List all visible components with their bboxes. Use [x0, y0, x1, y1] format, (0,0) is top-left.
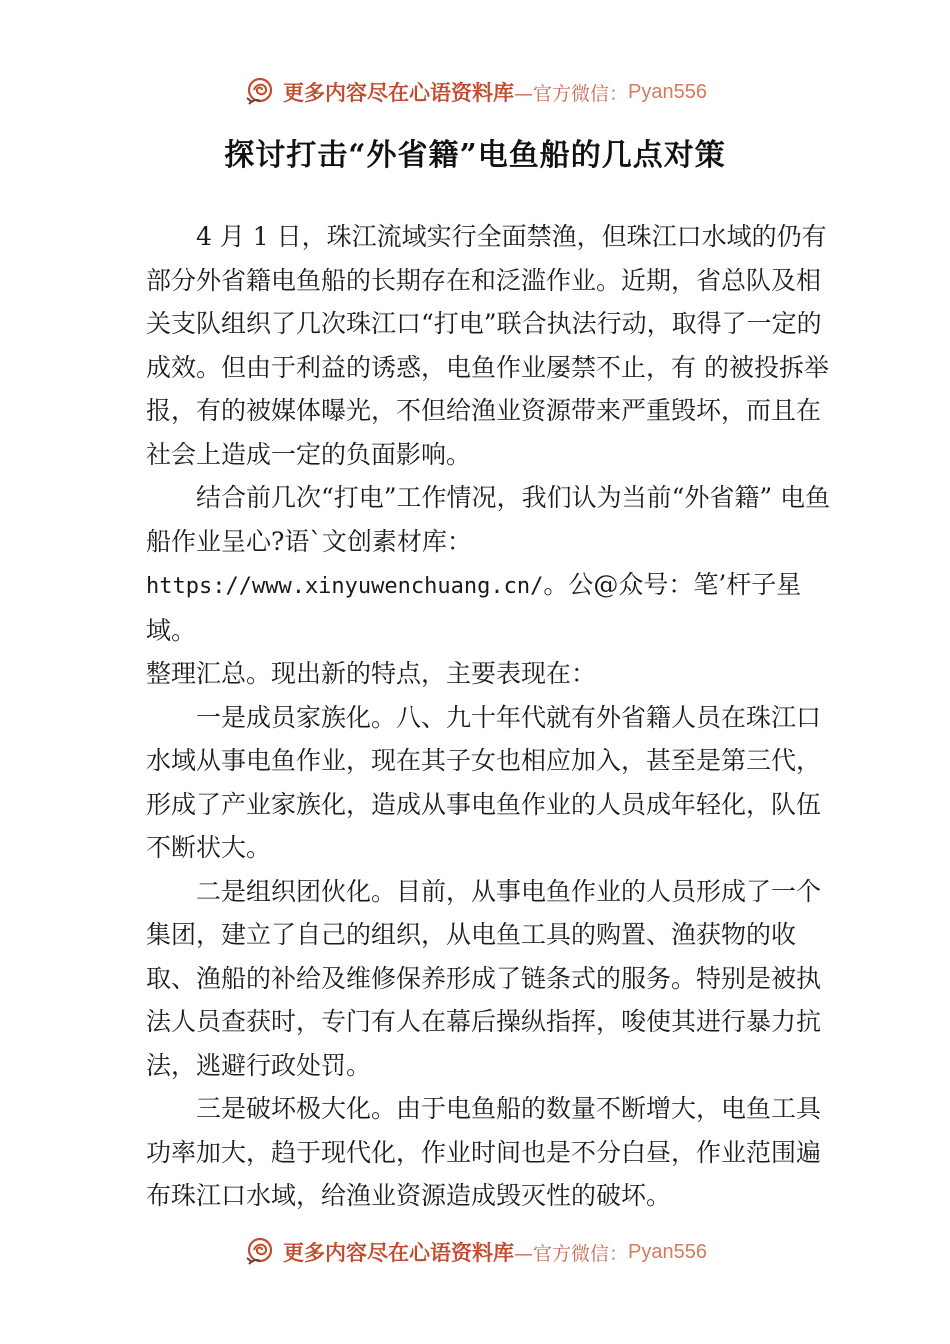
- url-line: [146, 563, 836, 652]
- banner-text: 更多内容尽在心语资料库: [283, 80, 514, 105]
- paragraph-5: 三是破坏极大化。由于电鱼船的数量不断增大，电鱼工具功率加大，趋于现代化，作业时间也是不分白昼，作业范围遍布珠江口水域，给渔业资源造成毁灭性的破坏。: [146, 1094, 822, 1210]
- rose-flower-logo-icon: [243, 74, 279, 110]
- paragraph-3: 一是成员家族化。八、九十年代就有外省籍人员在珠江口水域从事电鱼作业，现在其子女也相应加入，甚至是第三代，形成了产业家族化，造成从事电鱼作业的人员成年轻化，队伍不断状大。: [146, 702, 822, 862]
- rose-flower-logo-icon: [243, 1234, 279, 1270]
- banner-wechat-label: —官方微信：: [514, 1242, 629, 1265]
- paragraph-1: 4 月 1 日，珠江流域实行全面禁渔，但珠江口水域的仍有部分外省籍电鱼船的长期存在和泛滥作业。近期，省总队及相关支队组织了几次珠江口“打电”联合执法行动，取得了一定的成效。但由于利益的诱惑，电鱼作业屡禁不止，有 的被投拆举报，有的被媒体曝光，不但给渔业资源带来严重毁坏，而且在社会上造成一定的负面影响。: [146, 222, 829, 469]
- banner-wechat-label: —官方微信：: [514, 82, 629, 105]
- banner-wechat-id: Pyan556: [628, 1240, 707, 1263]
- url-line-rest: 。公@众号：笔’杆子星域。: [146, 570, 802, 645]
- summary-line: 整理汇总。现出新的特点，主要表现在：: [146, 659, 597, 688]
- footer-banner: [0, 1232, 950, 1272]
- paragraph-2: 结合前几次“打电”工作情况，我们认为当前“外省籍” 电鱼船作业呈心?语`文创素材库：: [146, 483, 831, 556]
- page-title: 探讨打击“外省籍”电鱼船的几点对策: [224, 138, 726, 173]
- banner-text: 更多内容尽在心语资料库: [283, 1240, 514, 1265]
- paragraph-4: 二是组织团伙化。目前，从事电鱼作业的人员形成了一个集团，建立了自己的组织，从电鱼工具的购置、渔获物的收取、渔船的补给及维修保养形成了链条式的服务。特别是被执法人员查获时，专门有人在幕后操纵指挥，唆使其进行暴力抗法，逃避行政处罚。: [146, 876, 822, 1080]
- banner-wechat-id: Pyan556: [628, 80, 707, 103]
- header-banner: [0, 72, 950, 112]
- source-url: https://www.xinyuwenchuang.cn/: [146, 574, 544, 599]
- article-body: [146, 215, 836, 1218]
